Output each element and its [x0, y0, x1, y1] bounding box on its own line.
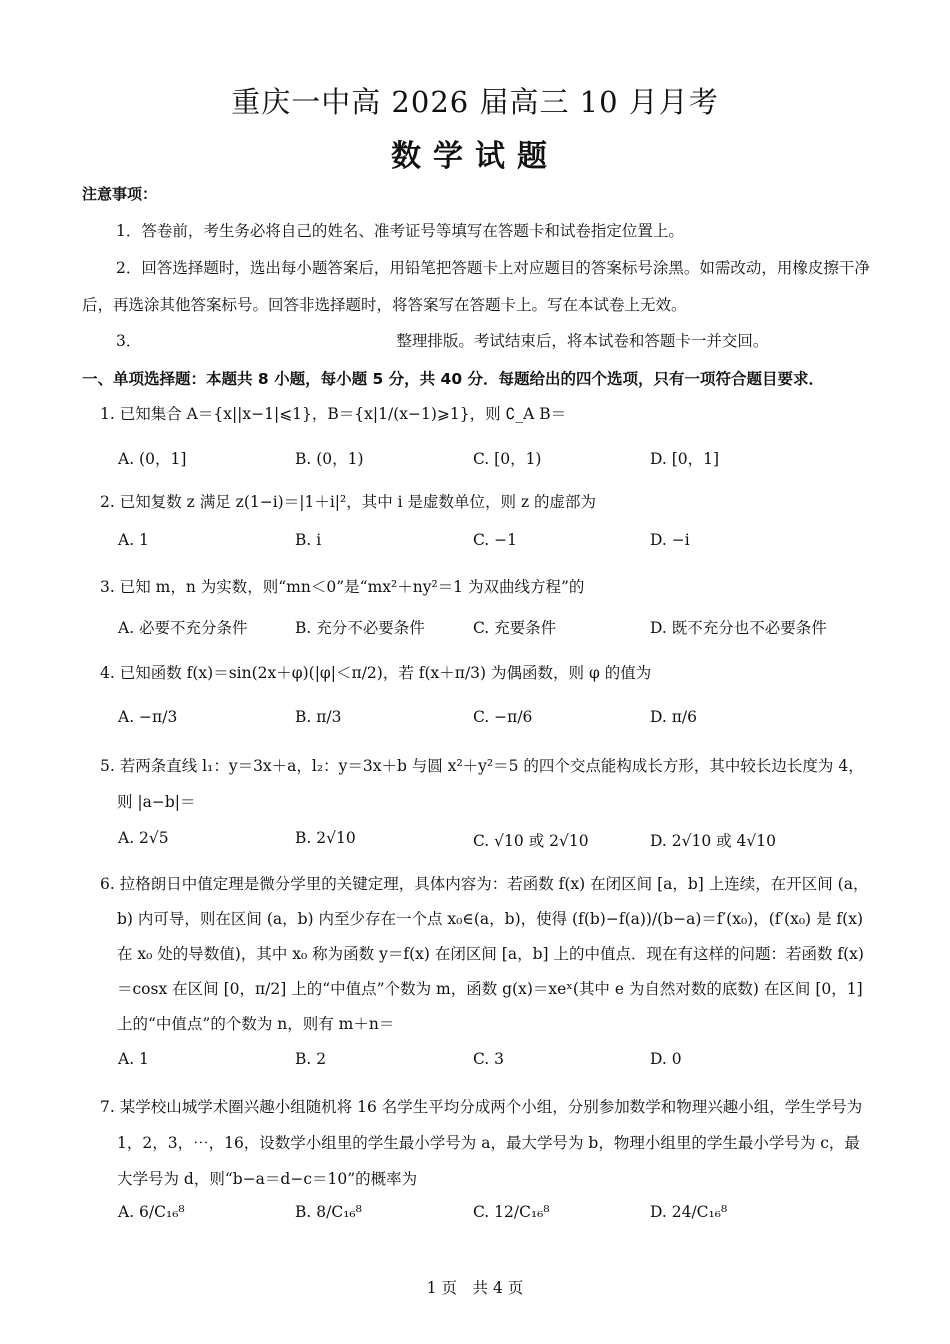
question-3-stem: 3. 已知 m，n 为实数，则“mn＜0”是“mx²＋ny²＝1 为双曲线方程”的	[100, 578, 585, 596]
option-d[interactable]: D. 0	[650, 1050, 682, 1068]
option-b[interactable]: B. 8/C₁₆⁸	[295, 1203, 362, 1221]
option-d[interactable]: D. [0，1]	[650, 450, 720, 468]
question-6-stem: 6. 拉格朗日中值定理是微分学里的关键定理，具体内容为：若函数 f(x) 在闭区间 [a，b] 上连续，在开区间 (a，b) 内可导，则在区间 (a，b) 内至少存在一个点 x₀∈(a，b)，使得 (f(b)−f(a))/(b−a)＝f′(x₀)，(f′(x₀) 是 f(x) 在 x₀ 处的导数值)，其中 x₀ 称为函数 y＝f(x) 在闭区间 [a，b] 上的中值点．现在有这样的问题：若函数 f(x)＝cosx 在区间 [0，π/2] 上的“中值点”个数为 m，函数 g(x)＝xeˣ(其中 e 为自然对数的底数) 在区间 [0，1] 上的“中值点”的个数为 n，则有 m＋n＝	[100, 875, 869, 1033]
option-a[interactable]: A. 2√5	[118, 829, 169, 847]
option-a[interactable]: A. −π/3	[118, 708, 178, 726]
option-c[interactable]: C. √10 或 2√10	[473, 832, 589, 850]
question-6	[100, 867, 870, 1042]
notice-item-1: 1．答卷前，考生务必将自己的姓名、准考证号等填写在答题卡和试卷指定位置上。	[116, 222, 684, 240]
option-a[interactable]: A. 必要不充分条件	[118, 619, 248, 637]
option-b[interactable]: B. 2	[295, 1050, 327, 1068]
section-heading: 一、单项选择题：本题共 8 小题，每小题 5 分，共 40 分．每题给出的四个选项，只有一项符合题目要求．	[82, 370, 825, 388]
option-b[interactable]: B. 充分不必要条件	[295, 619, 425, 637]
notice-item-3-number: 3．	[116, 332, 142, 350]
option-c[interactable]: C. [0，1)	[473, 450, 542, 468]
option-a[interactable]: A. (0，1]	[118, 450, 187, 468]
option-a[interactable]: A. 1	[118, 531, 149, 549]
option-d[interactable]: D. −i	[650, 531, 690, 549]
page-footer: 1 页 共 4 页	[426, 1279, 524, 1297]
option-b[interactable]: B. (0，1)	[295, 450, 364, 468]
question-5-stem: 5. 若两条直线 l₁：y＝3x＋a，l₂：y＝3x＋b 与圆 x²＋y²＝5 的四个交点能构成长方形，其中较长边长度为 4，则 |a−b|＝	[100, 757, 864, 811]
option-b[interactable]: B. π/3	[295, 708, 342, 726]
option-a[interactable]: A. 1	[118, 1050, 149, 1068]
option-a[interactable]: A. 6/C₁₆⁸	[118, 1203, 185, 1221]
option-c[interactable]: C. 3	[473, 1050, 505, 1068]
exam-subtitle: 数学试题	[391, 139, 559, 174]
option-d[interactable]: D. 24/C₁₆⁸	[650, 1203, 728, 1221]
question-3	[100, 569, 870, 605]
notice-item-3	[82, 323, 906, 360]
option-b[interactable]: B. 2√10	[295, 829, 356, 847]
option-d[interactable]: D. π/6	[650, 708, 697, 726]
question-1-stem: 1. 已知集合 A＝{x||x−1|⩽1}，B＝{x|1/(x−1)⩾1}，则 ∁_A B＝	[100, 405, 567, 423]
question-7-stem: 7. 某学校山城学术圈兴趣小组随机将 16 名学生平均分成两个小组，分别参加数学和物理兴趣小组，学生学号为 1，2，3，⋯，16，设数学小组里的学生最小学号为 a，最大学号为 b，物理小组里的学生最小学号为 c，最大学号为 d，则“b−a＝d−c＝10”的概率为	[100, 1098, 863, 1188]
question-7	[100, 1089, 870, 1197]
notice-heading: 注意事项：	[82, 185, 158, 203]
exam-title: 重庆一中高 2026 届高三 10 月月考	[231, 85, 719, 119]
notice-item-3-text: 整理排版。考试结束后，将本试卷和答题卡一并交回。	[396, 332, 769, 350]
question-4-stem: 4. 已知函数 f(x)＝sin(2x＋φ)(|φ|＜π/2)，若 f(x＋π/3) 为偶函数，则 φ 的值为	[100, 664, 652, 682]
question-1	[100, 396, 870, 432]
question-2	[100, 484, 870, 520]
option-d[interactable]: D. 既不充分也不必要条件	[650, 619, 827, 637]
option-d[interactable]: D. 2√10 或 4√10	[650, 832, 777, 850]
option-c[interactable]: C. −π/6	[473, 708, 533, 726]
notice-item-2: 2．回答选择题时，选出每小题答案后，用铅笔把答题卡上对应题目的答案标号涂黑。如需改动，用橡皮擦干净后，再选涂其他答案标号。回答非选择题时，将答案写在答题卡上。写在本试卷上无效。	[82, 259, 870, 314]
option-c[interactable]: C. 12/C₁₆⁸	[473, 1203, 550, 1221]
question-5	[100, 748, 870, 820]
option-b[interactable]: B. i	[295, 531, 322, 549]
question-2-stem: 2. 已知复数 z 满足 z(1−i)＝|1＋i|²，其中 i 是虚数单位，则 z 的虚部为	[100, 493, 597, 511]
option-c[interactable]: C. 充要条件	[473, 619, 557, 637]
option-c[interactable]: C. −1	[473, 531, 518, 549]
question-4	[100, 655, 870, 691]
